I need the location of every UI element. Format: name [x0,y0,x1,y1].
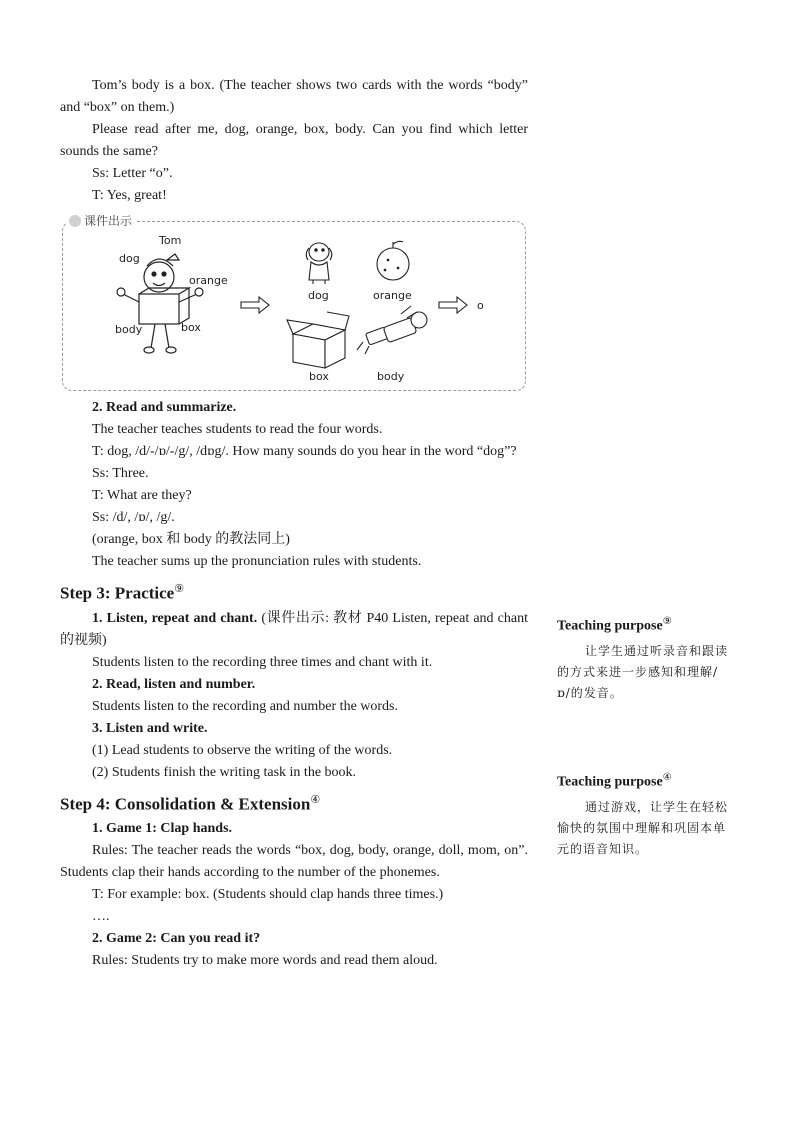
intro-line-2: Please read after me, dog, orange, box, body. Can you find which letter sounds the same? [60,122,528,159]
step4-game-2-rules: Rules: Students try to make more words and read them aloud. [92,953,438,969]
arrow-right-icon-2 [439,297,467,313]
main-column [60,75,528,972]
step4-game-1-heading: 1. Game 1: Clap hands. [92,821,233,837]
label-tom: Tom [159,234,182,247]
read-summarize-line-1: The teacher teaches students to read the four words. [92,422,383,437]
step3-item-2-body: Students listen to the recording and number the words. [92,698,398,714]
read-summarize-heading: 2. Read and summarize. [92,400,237,415]
read-summarize-line-3: Ss: Three. [92,466,149,481]
label-tom-body: body [115,323,143,336]
courseware-illustration [63,222,525,390]
step4-game-2-heading: 2. Game 2: Can you read it? [92,931,261,947]
label-tom-box: box [181,321,201,334]
teaching-purpose-2 [557,768,729,860]
intro-line-3: Ss: Letter “o”. [92,166,173,181]
label-tom-dog: dog [119,252,140,265]
arrow-right-icon [241,297,269,313]
teaching-purpose-1-title: Teaching purpose⑨ [557,616,672,634]
step3-item-1-body: Students listen to the recording three times and chant with it. [92,654,433,670]
courseware-tag-label: 课件出示 [84,214,133,228]
step4-game-1-example: T: For example: box. (Students should clap hands three times.) [92,887,444,903]
label-box: box [309,370,329,383]
step3-item-1: 1. Listen, repeat and chant. (课件出示: 教材 P40 Listen, repeat and chant 的视频) [60,610,528,648]
teaching-purpose-2-text: 通过游戏，让学生在轻松愉快的氛围中理解和巩固本单元的语音知识。 [557,799,729,856]
read-summarize-line-2: T: dog, /d/-/ɒ/-/g/, /dɒg/. How many sounds do you hear in the word “dog”? [92,444,517,459]
read-summarize-line-7: The teacher sums up the pronunciation rules with students. [92,554,422,569]
intro-line-1: Tom’s body is a box. (The teacher shows two cards with the words “body” and “box” on them.) [60,78,528,115]
read-summarize-line-6: (orange, box 和 body 的教法同上) [92,532,290,547]
label-orange: orange [373,289,412,302]
step4-game-1-ellipsis: …. [92,909,110,925]
dog-icon [306,243,332,284]
read-summarize-line-4: T: What are they? [92,488,192,503]
step4-title: Step 4: Consolidation & Extension④ [60,793,321,814]
label-dog: dog [308,289,329,302]
label-tom-orange: orange [189,274,228,287]
step3-item-3-bullet-1: (1) Lead students to observe the writing of the words. [92,742,393,758]
box-icon [287,312,349,368]
orange-icon [377,241,409,280]
step3-item-2-heading: 2. Read, listen and number. [92,676,256,692]
step4-game-1-rules: Rules: The teacher reads the words “box, dog, body, orange, doll, mom, on”. Students clap their hands according to the number of the phonemes. [60,843,528,881]
robot-body-icon [357,306,427,354]
step3-item-3-heading: 3. Listen and write. [92,720,208,736]
step3-item-3-bullet-2: (2) Students finish the writing task in the book. [92,764,357,780]
intro-line-4: T: Yes, great! [92,188,167,203]
label-body: body [377,370,405,383]
courseware-box [62,214,526,391]
label-result-o: o [477,299,484,312]
step3-title: Step 3: Practice⑨ [60,583,185,603]
tom-figure-icon [117,254,203,353]
teaching-purpose-2-title: Teaching purpose④ [557,772,672,790]
read-summarize-line-5: Ss: /d/, /ɒ/, /g/. [92,510,175,525]
teaching-purpose-1-text: 让学生通过听录音和跟读的方式来进一步感知和理解/ɒ/的发音。 [557,643,729,700]
teaching-purpose-1 [557,612,729,704]
